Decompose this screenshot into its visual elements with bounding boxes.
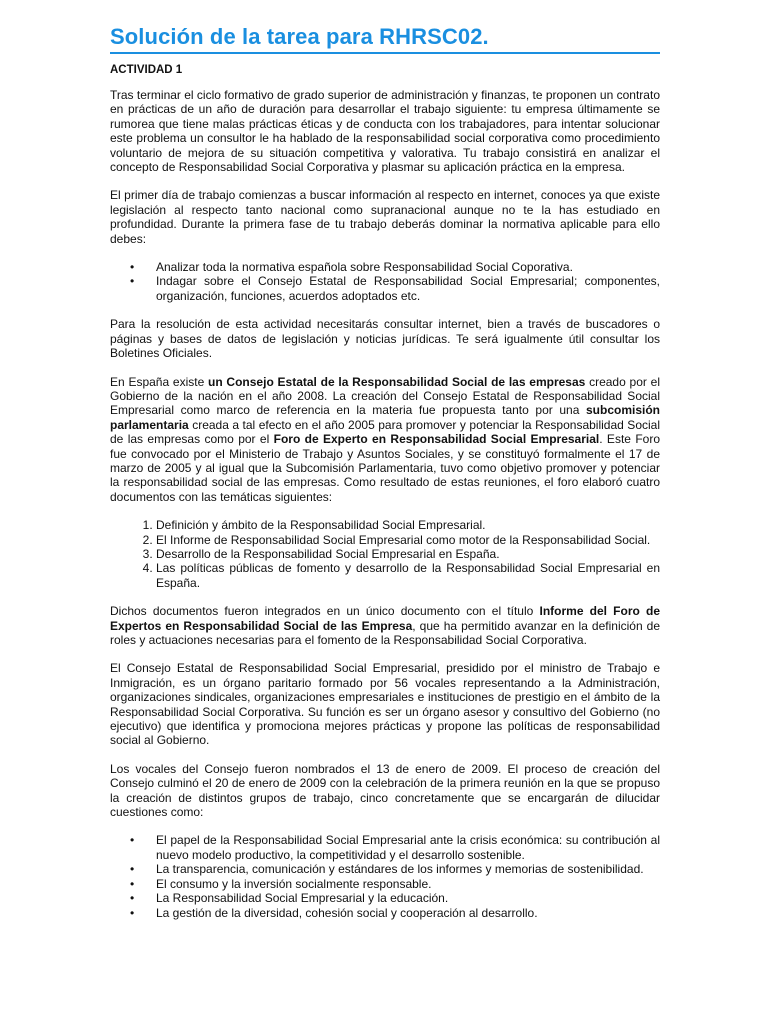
paragraph-first-day: El primer día de trabajo comienzas a buscar información al respecto en internet, conoces ya que existe legislación al respecto tanto nacional como supranacional aunque no te la has estudiado en profundidad. Durante la primera fase de tu trabajo deberás dominar la normativa aplicable para ello debes: <box>110 188 660 246</box>
text-run: creado por el Gobierno de la nación en el año 2008. La creación del Consejo Estatal de Responsabilidad Social Empresarial como marco de referencia en la materia fue propuesta tanto por una <box>110 374 660 418</box>
bold-run: Informe del Foro de Expertos en Responsabilidad Social de las Empresa <box>110 604 661 633</box>
list-item: 4. Las políticas públicas de fomento y desarrollo de la Responsabilidad Social Empresarial en España. <box>156 561 660 590</box>
text-run: , que ha permitido avanzar en la definición de roles y actuaciones necesarias para el fomento de la Responsabilidad Social Corporativa. <box>110 618 660 647</box>
text-run: . Este Foro fue convocado por el Ministerio de Trabajo y Asuntos Sociales, y se constituyó formalmente el 17 de marzo de 2005 y al igual que la Subcomisión Parlamentaria, tuvo como objetivo promover y potenciar la responsabilidad social de las empresas. Como resultado de estas reuniones, el foro elaboró cuatro documentos con las temáticas siguientes: <box>110 432 660 504</box>
bold-run: subcomisión parlamentaria <box>110 403 660 432</box>
list-item: • La Responsabilidad Social Empresarial y la educación. <box>156 891 660 905</box>
list-item: 2. El Informe de Responsabilidad Social Empresarial como motor de la Responsabilidad Social. <box>156 533 660 547</box>
list-item: • La gestión de la diversidad, cohesión social y cooperación al desarrollo. <box>156 906 660 920</box>
document-page <box>110 24 660 934</box>
list-item: • Analizar toda la normativa española sobre Responsabilidad Social Coporativa. <box>156 260 660 274</box>
text-run: creada a tal efecto en el año 2005 para promover y potenciar la Responsabilidad Social de las empresas como por el <box>110 417 660 447</box>
paragraph-resources: Para la resolución de esta actividad necesitarás consultar internet, bien a través de buscadores o páginas y bases de datos de legislación y noticias jurídicas. Te será igualmente útil consultar los Boletines Oficiales. <box>110 317 660 361</box>
paragraph-vocales: Los vocales del Consejo fueron nombrados el 13 de enero de 2009. El proceso de creación del Consejo culminó el 20 de enero de 2009 con la celebración de la primera reunión en la que se propuso la creación de distintos grupos de trabajo, cinco concretamente que se encargarán de dilucidar cuestiones como: <box>110 761 660 820</box>
list-item: 3. Desarrollo de la Responsabilidad Social Empresarial en España. <box>156 547 660 561</box>
activity-heading: ACTIVIDAD 1 <box>110 64 183 76</box>
task-list <box>110 260 660 303</box>
list-item: • El consumo y la inversión socialmente responsable. <box>156 877 660 891</box>
document-title: Solución de la tarea para RHRSC02. <box>110 24 660 54</box>
text-run: En España existe <box>110 374 209 389</box>
documents-list <box>110 518 660 590</box>
paragraph-informe-foro <box>110 604 660 647</box>
paragraph-consejo-composicion: El Consejo Estatal de Responsabilidad Social Empresarial, presidido por el ministro de Trabajo e Inmigración, es un órgano paritario formado por 56 vocales representando a la Administración, organizaciones sindicales, organizaciones empresariales e instituciones de prestigio en el ámbito de la Responsabilidad Social Corporativa. Su función es ser un órgano asesor y consultivo del Gobierno (no ejecutivo) que identifica y promociona mejores prácticas y propone las políticas de responsabilidad social al Gobierno. <box>110 661 660 748</box>
bold-run: Foro de Experto en Responsabilidad Social Empresarial <box>273 432 600 447</box>
paragraph-consejo-estatal <box>110 375 660 505</box>
list-item: • La transparencia, comunicación y estándares de los informes y memorias de sostenibilidad. <box>156 862 660 876</box>
list-item: 1. Definición y ámbito de la Responsabilidad Social Empresarial. <box>156 518 660 532</box>
text-run: Dichos documentos fueron integrados en un único documento con el título <box>110 604 540 619</box>
list-item: • El papel de la Responsabilidad Social Empresarial ante la crisis económica: su contribución al nuevo modelo productivo, la competitividad y el desarrollo sostenible. <box>156 833 660 862</box>
bold-run: un Consejo Estatal de la Responsabilidad Social de las empresas <box>208 374 586 389</box>
paragraph-intro: Tras terminar el ciclo formativo de grado superior de administración y finanzas, te proponen un contrato en prácticas de un año de duración para desarrollar el trabajo siguiente: tu empresa últimamente se rumorea que tiene malas prácticas éticas y de conducta con los trabajadores, para intentar solucionar este problema un consultor le ha hablado de la responsabilidad social corporativa como procedimiento voluntario de mejora de su situación competitiva y valorativa. Tu trabajo consistirá en analizar el concepto de Responsabilidad Social Corporativa y plasmar su aplicación práctica en la empresa. <box>110 88 660 175</box>
list-item: • Indagar sobre el Consejo Estatal de Responsabilidad Social Empresarial; componentes, organización, funciones, acuerdos adoptados etc. <box>156 274 660 303</box>
working-groups-list <box>110 833 660 919</box>
